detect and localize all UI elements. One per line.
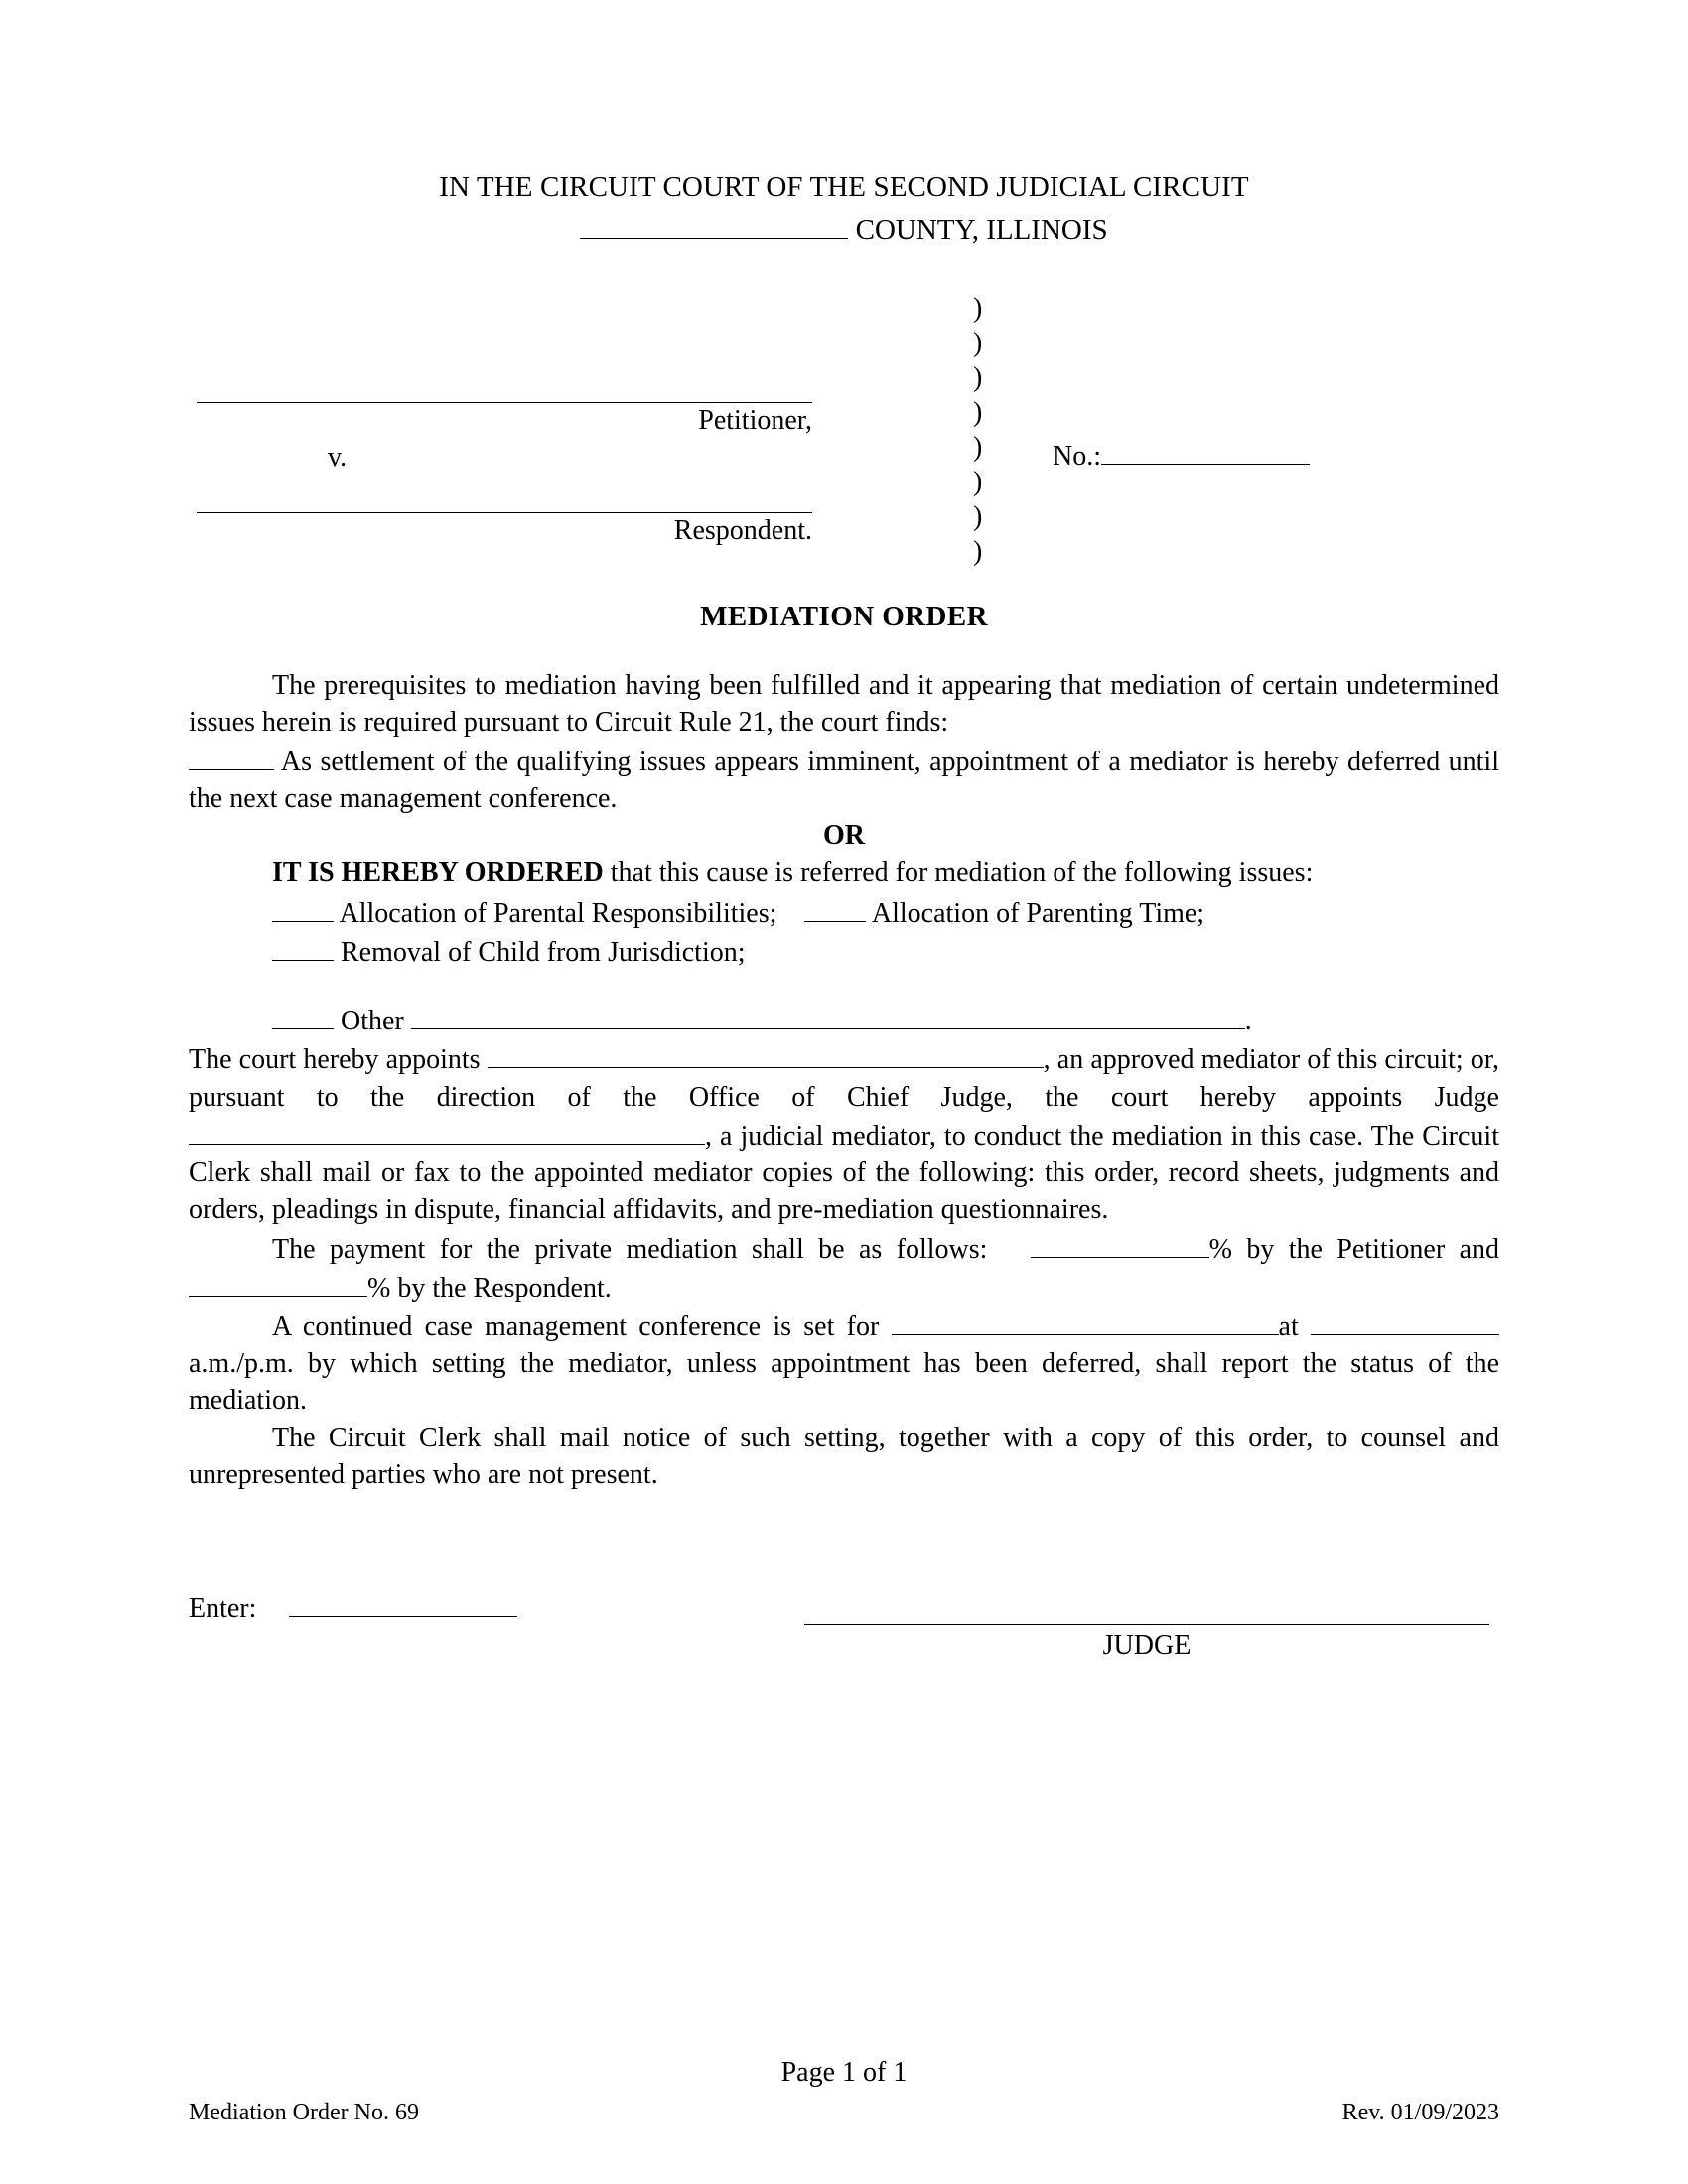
paren-2: ): [973, 328, 983, 359]
respondent-name-blank[interactable]: [197, 512, 812, 513]
court-header: [189, 169, 1499, 249]
conference-date-blank[interactable]: [892, 1306, 1279, 1335]
paren-8: ): [973, 536, 983, 568]
caption-paren-column: [973, 291, 982, 569]
paragraph-ordered: [189, 854, 1499, 890]
deferral-checkbox-blank[interactable]: [189, 742, 274, 770]
paragraph-appointment: [189, 1039, 1499, 1228]
paren-1: ): [973, 293, 983, 325]
paragraph-conference: [189, 1306, 1499, 1420]
judge-signature-line[interactable]: [804, 1624, 1489, 1625]
enter-field: [189, 1588, 517, 1625]
revision-date: Rev. 01/09/2023: [1341, 2100, 1499, 2125]
issues-line-1: [272, 893, 1499, 932]
paren-4: ): [973, 397, 983, 429]
form-number: Mediation Order No. 69: [189, 2100, 419, 2125]
issue-other-blank[interactable]: [272, 1001, 334, 1029]
issue-other-text-blank[interactable]: [411, 1001, 1245, 1029]
page-title: MEDIATION ORDER: [700, 601, 988, 633]
paragraph-deferred-text: As settlement of the qualifying issues appears imminent, appointment of a mediator is hereby deferred until the next case management conference.: [189, 746, 1499, 814]
conference-time-blank[interactable]: [1311, 1306, 1499, 1335]
case-caption: [189, 291, 1499, 579]
judge-label: JUDGE: [1102, 1630, 1192, 1662]
appoints-post-text: , a judicial mediator, to conduct the mediation in this case. The Circuit Clerk shall mail or fax to the appointed mediator copies of the following: this order, record sheets, judgments and orders, pleadings in dispute, financial affidavits, and pre-mediation questionnaires.: [189, 1120, 1499, 1226]
court-header-line-2: [189, 209, 1499, 249]
document-footer: [189, 2100, 1499, 2126]
or-divider: OR: [823, 820, 865, 852]
paren-5: ): [973, 432, 983, 464]
payment-pre-text: The payment for the private mediation shall be as follows:: [272, 1233, 988, 1265]
respondent-percent-blank[interactable]: [189, 1268, 367, 1297]
paragraph-prerequisites: The prerequisites to mediation having been fulfilled and it appearing that mediation of certain undetermined issues herein is required pursuant to Circuit Rule 21, the court finds:: [189, 670, 1499, 739]
paragraph-notice: The Circuit Clerk shall mail notice of such setting, together with a copy of this order, to counsel and unrepresented parties who are not present.: [189, 1422, 1499, 1490]
case-number-label: No.:: [1053, 441, 1101, 473]
mediator-name-blank[interactable]: [488, 1039, 1044, 1068]
judicial-mediator-blank[interactable]: [189, 1116, 705, 1145]
versus-label: v.: [328, 442, 348, 474]
paren-3: ): [973, 362, 983, 394]
enter-label: Enter:: [189, 1593, 257, 1625]
conference-post-text: a.m./p.m. by which setting the mediator, unless appointment has been deferred, shall report the status of the mediation.: [189, 1348, 1499, 1417]
signature-block: [189, 1588, 1499, 1707]
issue-parenting-time-blank[interactable]: [804, 893, 866, 922]
document-body: [189, 667, 1499, 1493]
county-state-label: COUNTY, ILLINOIS: [855, 214, 1108, 247]
issues-list: [272, 893, 1499, 1040]
caption-parties: [197, 291, 842, 547]
payment-post-text: % by the Respondent.: [367, 1272, 612, 1303]
enter-date-blank[interactable]: [289, 1588, 517, 1617]
issue-parenting-time-label: Allocation of Parenting Time;: [871, 897, 1205, 929]
payment-mid-text: % by the Petitioner and: [1208, 1233, 1499, 1265]
issue-other-period: .: [1244, 1006, 1252, 1037]
issue-parental-responsibilities-blank[interactable]: [272, 893, 334, 922]
issues-line-other: [272, 1001, 1499, 1039]
court-header-line-1: IN THE CIRCUIT COURT OF THE SECOND JUDICIAL CIRCUIT: [439, 171, 1249, 203]
county-blank[interactable]: [580, 209, 848, 239]
conference-pre-text: A continued case management conference is set for: [272, 1310, 880, 1342]
paren-6: ): [973, 467, 983, 498]
issue-removal-blank[interactable]: [272, 932, 334, 961]
case-number-field: [1053, 436, 1310, 473]
appoints-pre-text: The court hereby appoints: [189, 1044, 481, 1076]
issue-other-label: Other: [341, 1006, 404, 1037]
page-number: Page 1 of 1: [780, 2057, 908, 2088]
paragraph-deferred: [189, 742, 1499, 817]
issues-line-2: [272, 932, 1499, 971]
petitioner-name-blank[interactable]: [197, 402, 812, 403]
paren-7: ): [973, 501, 983, 533]
conference-at-label: at: [1278, 1310, 1299, 1342]
paragraph-payment: [189, 1229, 1499, 1306]
petitioner-percent-blank[interactable]: [1031, 1229, 1209, 1258]
ordered-rest: that this cause is referred for mediation of the following issues:: [610, 857, 1314, 888]
appoints-mid-text: , an approved mediator of this circuit; or, pursuant to the direction of the Office of Chief Judge, the court hereby appoints Judge: [189, 1044, 1500, 1113]
issue-removal-label: Removal of Child from Jurisdiction;: [341, 936, 746, 968]
case-number-blank[interactable]: [1101, 436, 1310, 465]
issue-parental-responsibilities-label: Allocation of Parental Responsibilities;: [339, 897, 777, 929]
ordered-emphasis: IT IS HEREBY ORDERED: [272, 857, 604, 888]
respondent-label: Respondent.: [673, 515, 812, 547]
petitioner-label: Petitioner,: [698, 405, 812, 437]
